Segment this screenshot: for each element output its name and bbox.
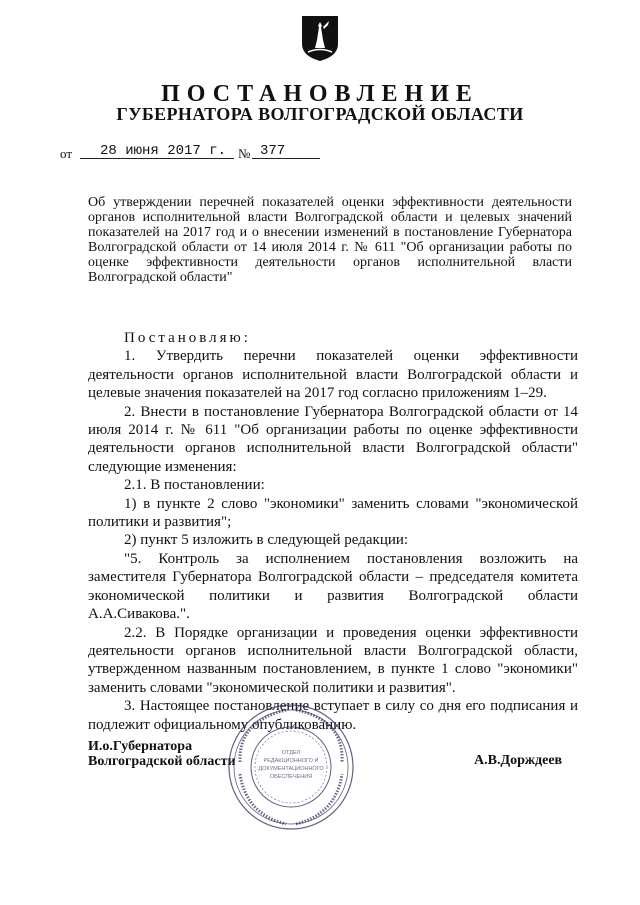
document-title: ПОСТАНОВЛЕНИЕ	[161, 81, 479, 107]
coat-of-arms-emblem	[300, 14, 340, 62]
signatory-position	[88, 739, 236, 769]
document-number: 377	[260, 143, 286, 159]
seal-text: ДОКУМЕНТАЦИОННОГО	[258, 766, 324, 772]
signatory-name: А.В.Дорждеев	[474, 753, 563, 768]
signatory-position-line2: Волгоградской области	[88, 754, 236, 769]
document-subtitle: ГУБЕРНАТОРА ВОЛГОГРАДСКОЙ ОБЛАСТИ	[116, 104, 524, 124]
seal-text: ОТДЕЛ	[281, 750, 301, 756]
paragraph: 3. Настоящее постановление вступает в силу со дня его подписания и подлежит официальному опубликованию.	[88, 698, 578, 733]
paragraph: 1) в пункте 2 слово "экономики" заменить словами "экономической политики и развития";	[88, 495, 578, 531]
date-prefix: от	[60, 146, 73, 161]
signatory-position-line1: И.о.Губернатора	[88, 739, 193, 754]
document-subject: Об утверждении перечней показателей оценки эффективности деятельности органов исполнительной власти Волгоградской области и целевых значений показателей на 2017 год и о внесении изменений в постановление Губернатора Волгоградской области от 14 июля 2014 г. № 611 "Об организации работы по оценке эффективности деятельности органов исполнительной власти Волгоградской области"	[88, 195, 572, 285]
paragraph: 2.2. В Порядке организации и проведения оценки эффективности деятельности органов исполнительной власти Волгоградской области, утвержденном названным постановлением, в пункте 1 слово "экономики" заменить словами "экономической политики и развития".	[88, 624, 578, 696]
paragraph: 2. Внести в постановление Губернатора Волгоградской области от 14 июля 2014 г. № 611 "Об организации работы по оценке эффективности деятельности органов исполнительной власти Волгоградской области" следующие изменения:	[88, 403, 578, 475]
number-underline	[252, 158, 320, 159]
paragraph: "5. Контроль за исполнением постановления возложить на заместителя Губернатора Волгоградской области – председателя комитета экономической политики и развития Волгоградской области А.А.Сивакова.".	[88, 550, 578, 623]
seal-text: ОБЕСПЕЧЕНИЯ	[269, 774, 313, 780]
seal-text: РЕДАКЦИОННОГО И	[263, 758, 319, 764]
resolution-intro: Постановляю:	[124, 330, 251, 346]
official-seal	[226, 702, 356, 832]
paragraph: 2.1. В постановлении:	[124, 477, 265, 494]
document-body	[88, 329, 578, 734]
date-underline	[80, 158, 234, 159]
document-date: 28 июня 2017 г.	[100, 143, 227, 159]
paragraph: 2) пункт 5 изложить в следующей редакции:	[124, 532, 409, 549]
paragraph: 1. Утвердить перечни показателей оценки эффективности деятельности органов исполнительной власти Волгоградской области и целевые значения показателей на 2017 год согласно приложениям 1–29.	[88, 348, 578, 402]
number-prefix: №	[238, 146, 251, 161]
